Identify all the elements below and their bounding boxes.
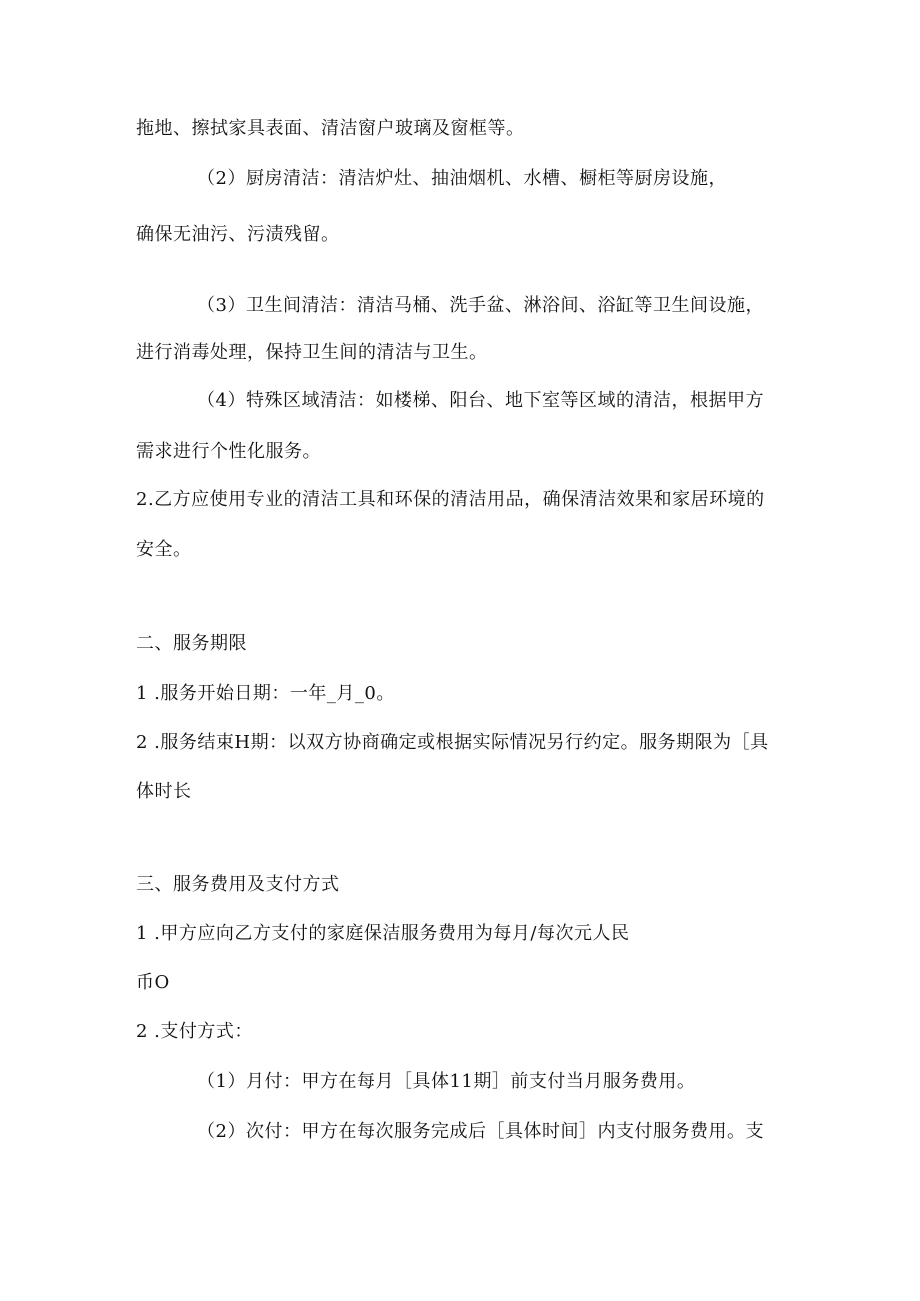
clause-payment-method: 2 .支付方式： [136,1021,253,1042]
clause-2-tools: 2.乙方应使用专业的清洁工具和环保的清洁用品，确保清洁效果和家居环境的 [136,489,765,510]
list-item-bathroom-cleaning: （3）卫生间清洁：清洁马桶、洗手盆、淋浴间、浴缸等卫生间设施， [197,295,764,316]
text-line: 确保无油污、污渍残留。 [136,224,340,245]
text-line: 币O [136,972,170,993]
text-line: 拖地、擦拭家具表面、清洁窗户玻璃及窗框等。 [136,118,525,139]
list-item-per-service-payment: （2）次付：甲方在每次服务完成后［具体时间］内支付服务费用。支 [197,1121,764,1142]
text-line: 进行消毒处理，保持卫生间的清洁与卫生。 [136,342,488,363]
text-line: 安全。 [136,539,192,560]
clause-service-fee: 1 .甲方应向乙方支付的家庭保洁服务费用为每月/每次元人民 [136,923,630,944]
list-item-kitchen-cleaning: （2）厨房清洁：清洁炉灶、抽油烟机、水槽、橱柜等厨房设施， [197,168,727,189]
section-heading-fees-payment: 三、服务费用及支付方式 [136,874,340,895]
text-line: 体时长 [136,781,192,802]
clause-start-date: 1 .服务开始日期：一年_月_0。 [136,683,395,704]
text-line: 需求进行个性化服务。 [136,441,321,462]
clause-end-date: 2 .服务结束H期：以双方协商确定或根据实际情况另行约定。服务期限为［具 [136,732,769,753]
section-heading-service-period: 二、服务期限 [136,633,247,654]
list-item-special-area-cleaning: （4）特殊区域清洁：如楼梯、阳台、地下室等区域的清洁，根据甲方 [197,390,764,411]
list-item-monthly-payment: （1）月付：甲方在每月［具体11期］前支付当月服务费用。 [197,1071,696,1092]
